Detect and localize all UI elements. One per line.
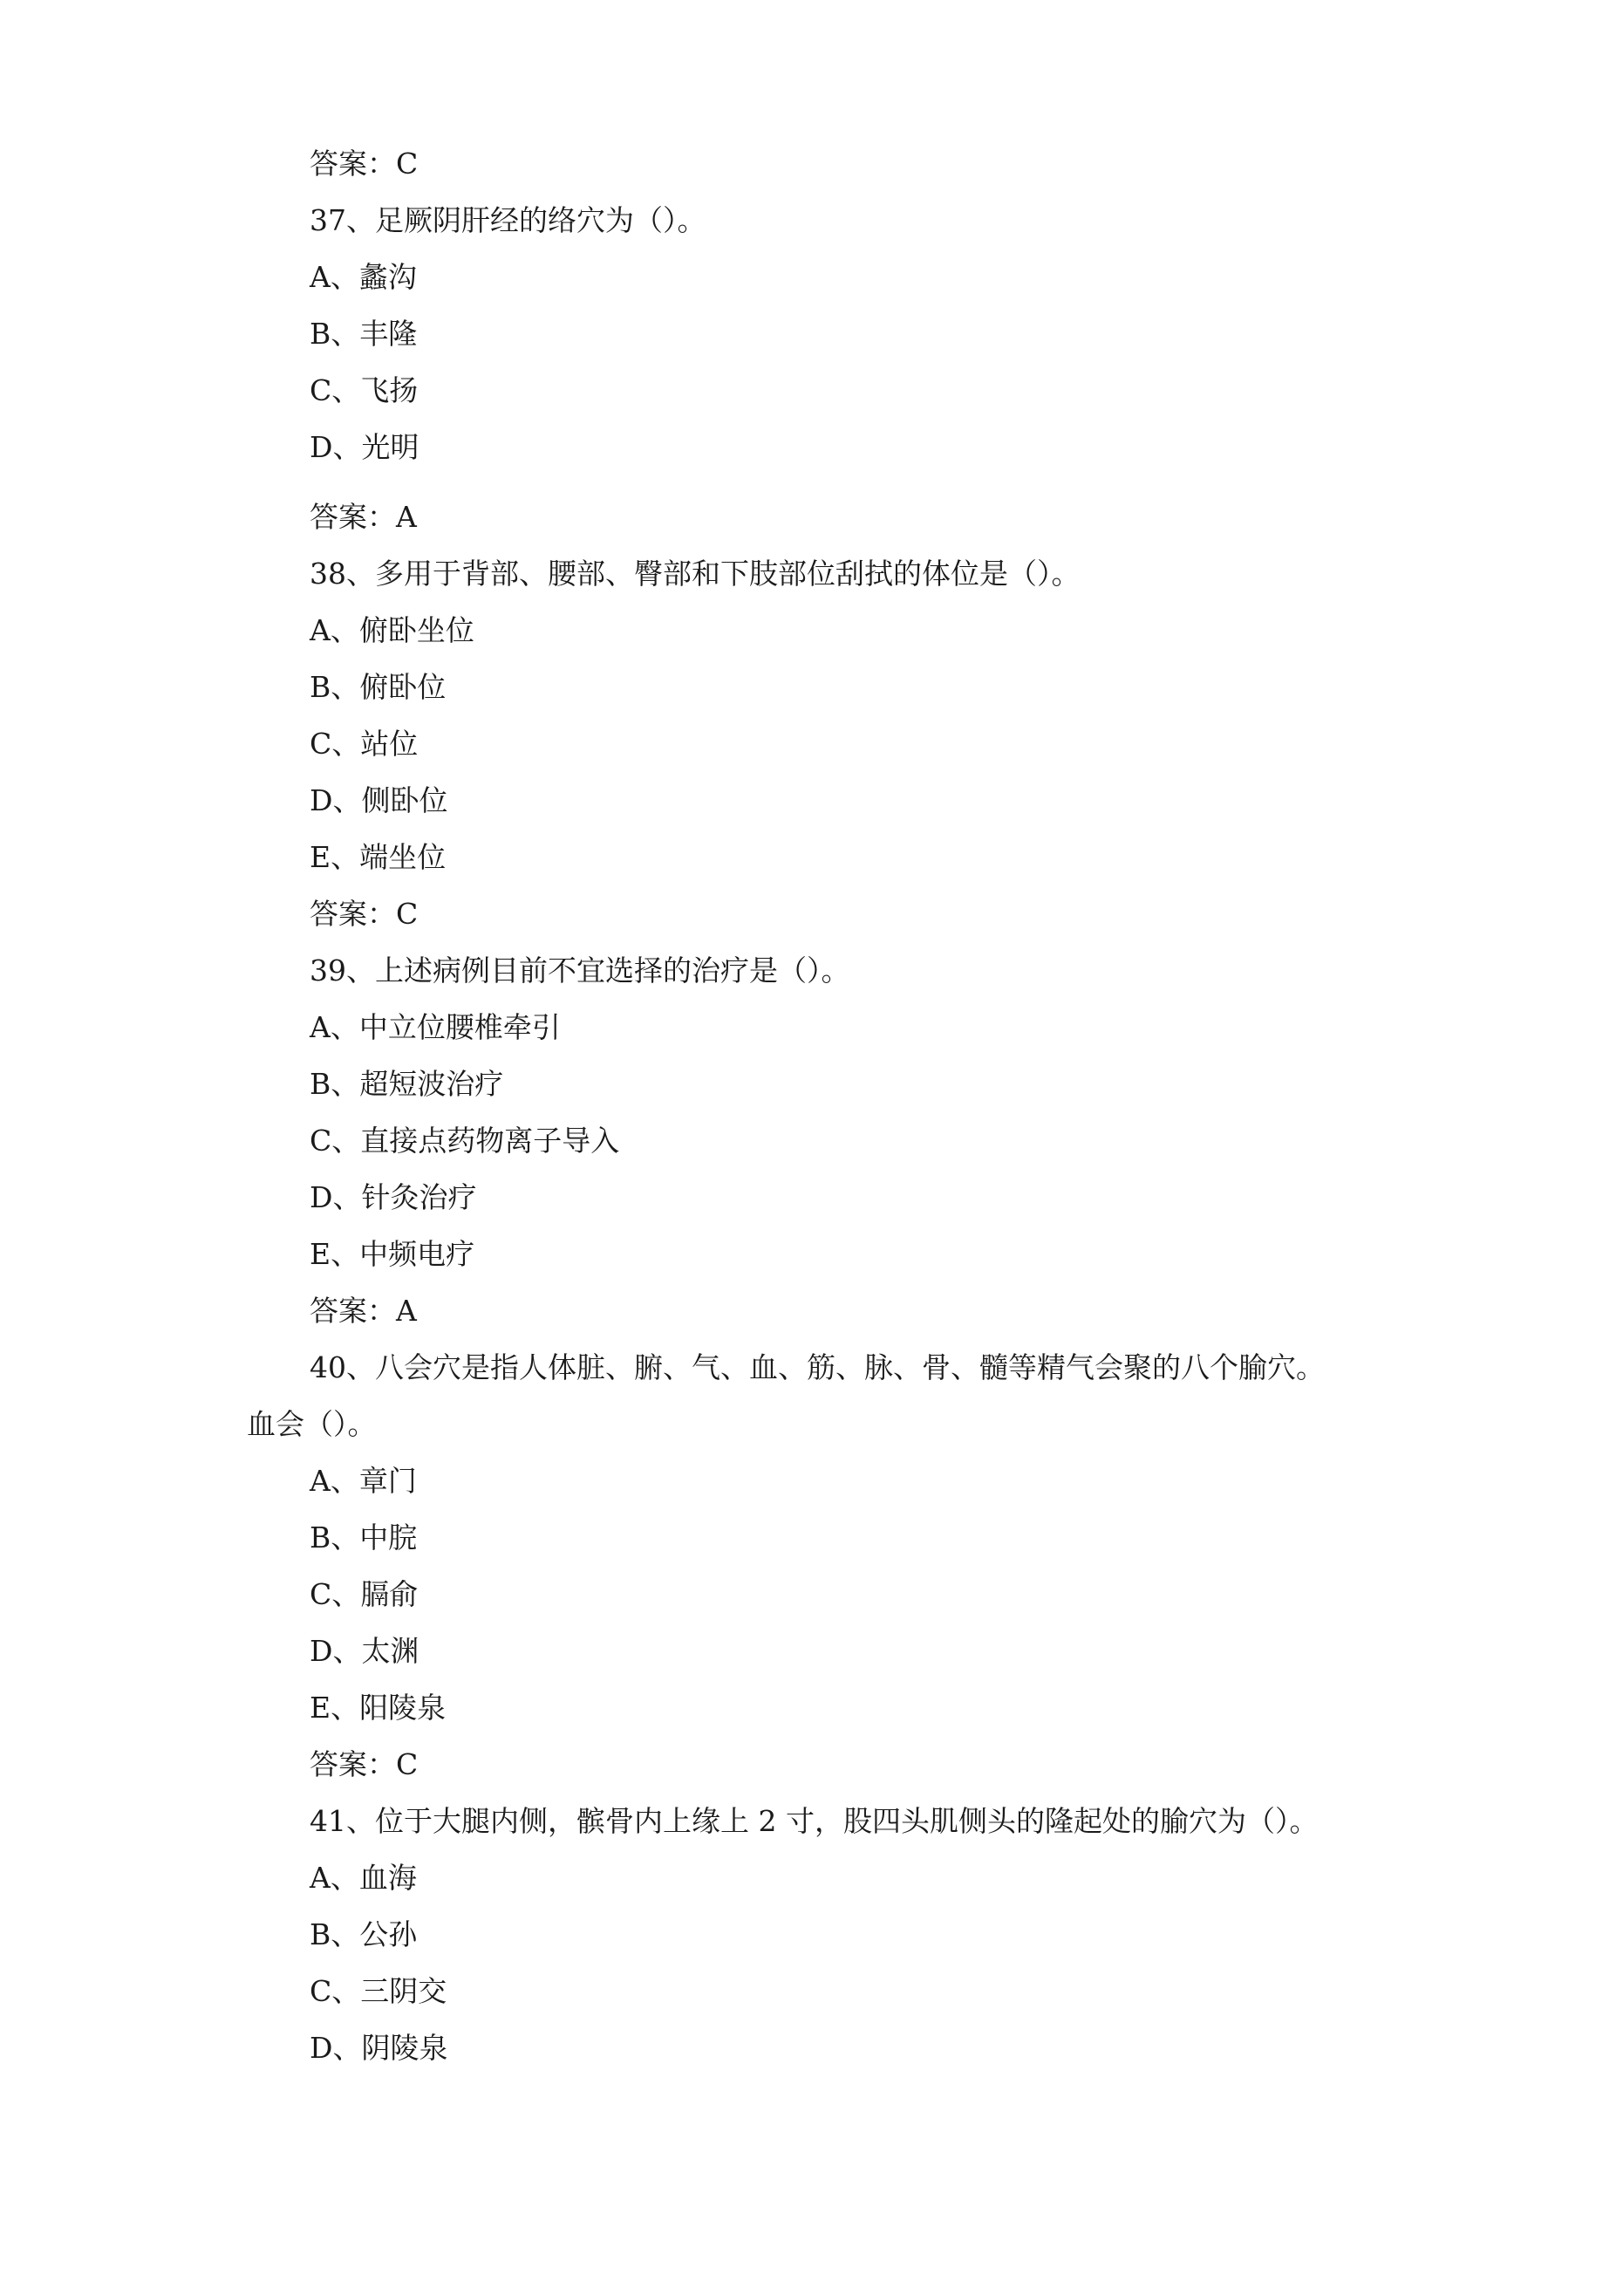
- option-40-b: B、中脘: [310, 1520, 418, 1555]
- question-38: 38、多用于背部、腰部、臀部和下肢部位刮拭的体位是（）。: [310, 557, 1081, 591]
- option-39-b: B、超短波治疗: [310, 1067, 504, 1101]
- option-40-c: C、膈俞: [310, 1577, 419, 1611]
- option-41-b: B、公孙: [310, 1917, 418, 1951]
- option-41-d: D、阴陵泉: [310, 2031, 448, 2065]
- question-40-continued: 血会（）。: [247, 1407, 377, 1441]
- option-37-d: D、光明: [310, 430, 419, 464]
- option-37-a: A、蠡沟: [310, 260, 417, 294]
- answer-36: 答案：C: [310, 147, 419, 181]
- question-41: 41、位于大腿内侧，髌骨内上缘上 2 寸，股四头肌侧头的隆起处的腧穴为（）。: [310, 1804, 1319, 1838]
- option-38-d: D、侧卧位: [310, 783, 448, 817]
- option-38-a: A、俯卧坐位: [310, 613, 474, 647]
- option-38-c: C、站位: [310, 727, 419, 761]
- answer-37: 答案：A: [310, 500, 417, 534]
- option-39-a: A、中立位腰椎牵引: [310, 1010, 561, 1044]
- question-40: 40、八会穴是指人体脏、腑、气、血、筋、脉、骨、髓等精气会聚的八个腧穴。: [310, 1350, 1325, 1384]
- option-40-e: E、阳陵泉: [310, 1691, 447, 1725]
- answer-39: 答案：A: [310, 1294, 417, 1328]
- option-37-c: C、飞扬: [310, 373, 419, 407]
- option-39-d: D、针灸治疗: [310, 1180, 477, 1214]
- option-41-a: A、血海: [310, 1861, 417, 1895]
- answer-38: 答案：C: [310, 897, 419, 931]
- option-40-d: D、太渊: [310, 1634, 419, 1668]
- option-40-a: A、章门: [310, 1464, 417, 1498]
- question-39: 39、上述病例目前不宜选择的治疗是（）。: [310, 953, 850, 987]
- option-37-b: B、丰隆: [310, 317, 418, 351]
- option-41-c: C、三阴交: [310, 1974, 447, 2008]
- answer-40: 答案：C: [310, 1747, 419, 1781]
- question-37: 37、足厥阴肝经的络穴为（）。: [310, 203, 706, 237]
- option-38-e: E、端坐位: [310, 840, 447, 874]
- option-38-b: B、俯卧位: [310, 670, 447, 704]
- option-39-c: C、直接点药物离子导入: [310, 1124, 620, 1158]
- option-39-e: E、中频电疗: [310, 1237, 475, 1271]
